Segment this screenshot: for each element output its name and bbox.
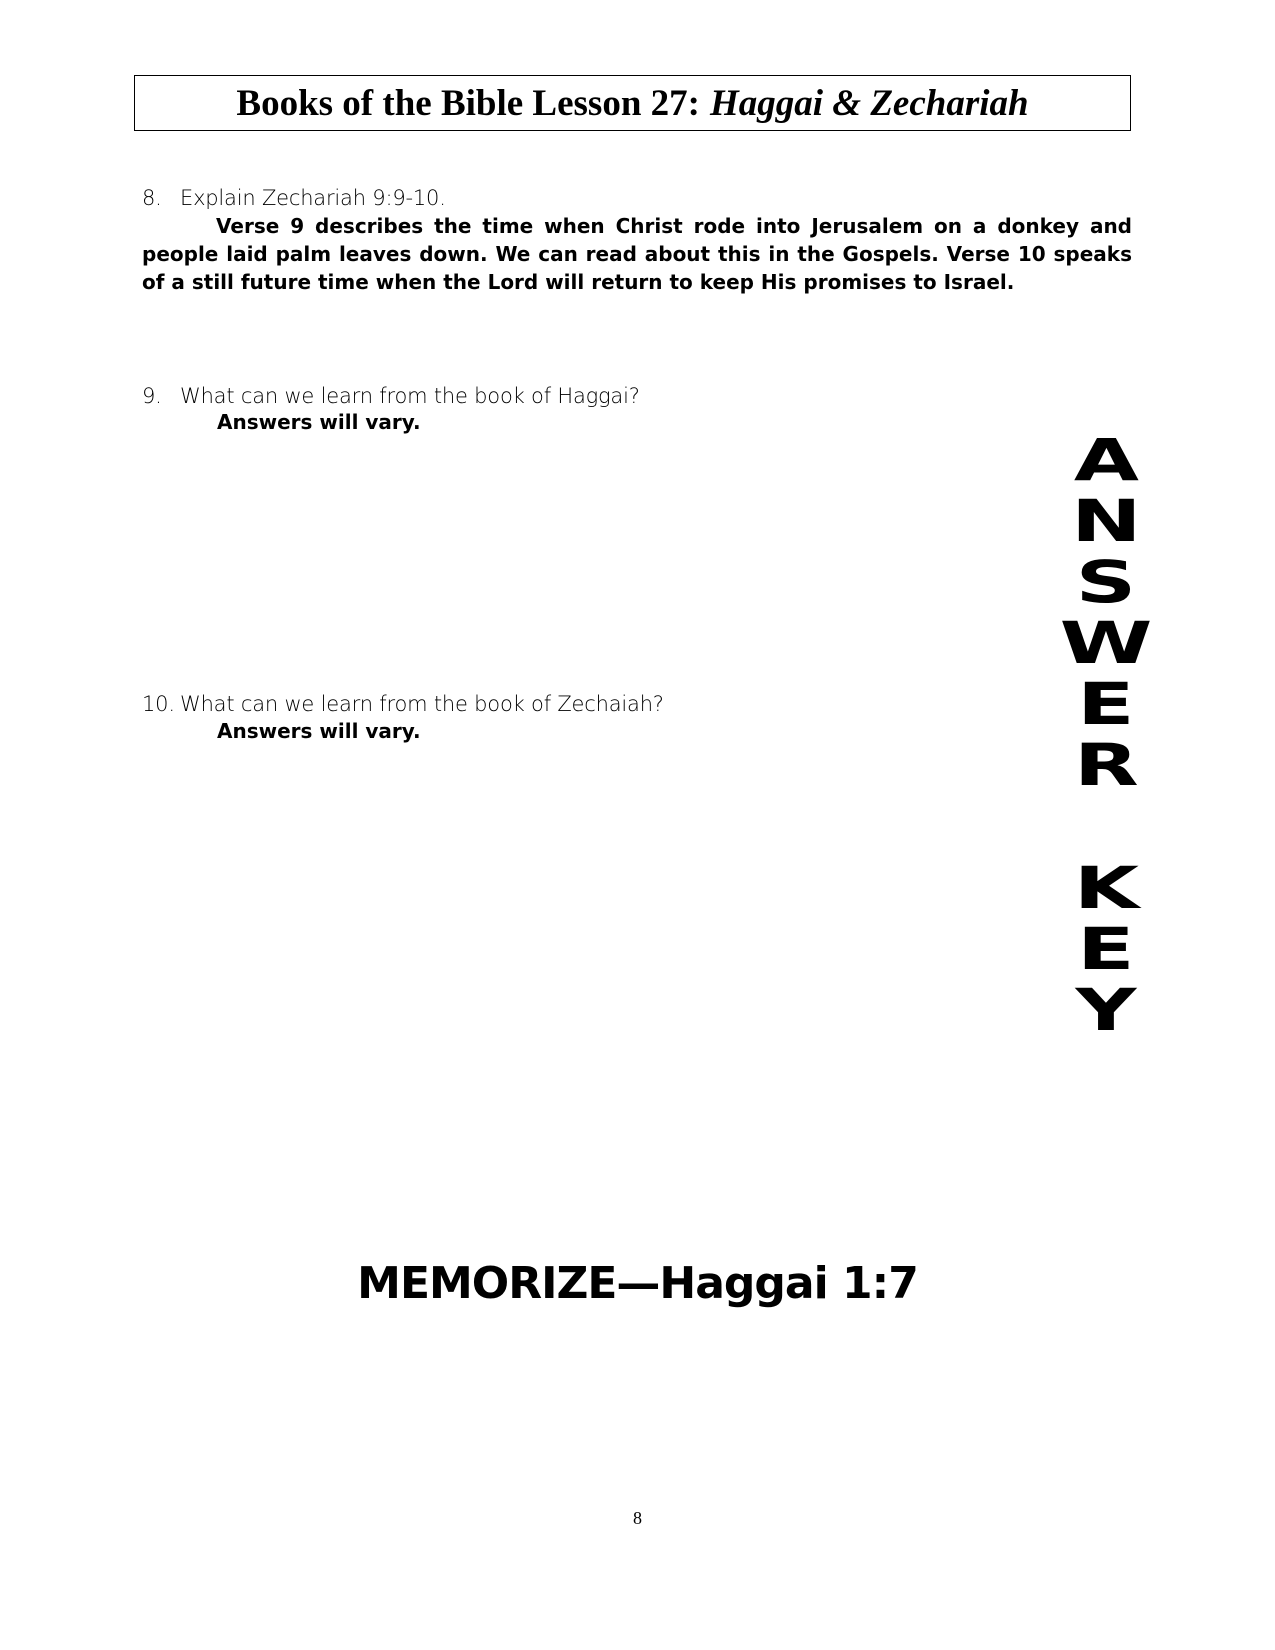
answer-key-letter: E [1077, 670, 1135, 738]
lesson-title: Books of the Bible Lesson 27: [236, 82, 700, 124]
page-number: 8 [633, 1508, 642, 1528]
question-10 [142, 692, 664, 716]
answer-key-letter: W [1059, 609, 1153, 677]
answer-key-letter: S [1075, 548, 1137, 616]
answer-key-letter: R [1073, 731, 1139, 799]
answer-key-letter: Y [1075, 976, 1137, 1044]
answer-key-letter: E [1077, 915, 1135, 983]
question-8 [142, 186, 446, 210]
answer-key-letter: N [1070, 487, 1142, 555]
memorize-verse: MEMORIZE—Haggai 1:7 [357, 1258, 918, 1309]
answer-key-letter: K [1073, 854, 1139, 922]
answer-10: Answers will vary. [217, 719, 421, 743]
question-9 [142, 384, 640, 408]
question-text: What can we learn from the book of Zechaiah? [180, 692, 664, 716]
question-text: What can we learn from the book of Haggai? [180, 384, 640, 408]
question-number: 10. [142, 692, 175, 716]
answer-key-vertical-label [1059, 426, 1153, 1044]
question-number: 8. [142, 186, 162, 210]
question-text: Explain Zechariah 9:9-10. [180, 186, 446, 210]
answer-key-letter: A [1073, 426, 1139, 494]
answer-8: Verse 9 describes the time when Christ rode into Jerusalem on a donkey and people laid palm leaves down. We can read about this in the Gospels. Verse 10 speaks of a still future time when the Lord will return to keep His promises to Israel. [142, 214, 1132, 294]
lesson-title-box [134, 75, 1131, 131]
question-number: 9. [142, 384, 162, 408]
answer-9: Answers will vary. [217, 410, 421, 434]
lesson-subtitle: Haggai & Zechariah [709, 82, 1029, 124]
